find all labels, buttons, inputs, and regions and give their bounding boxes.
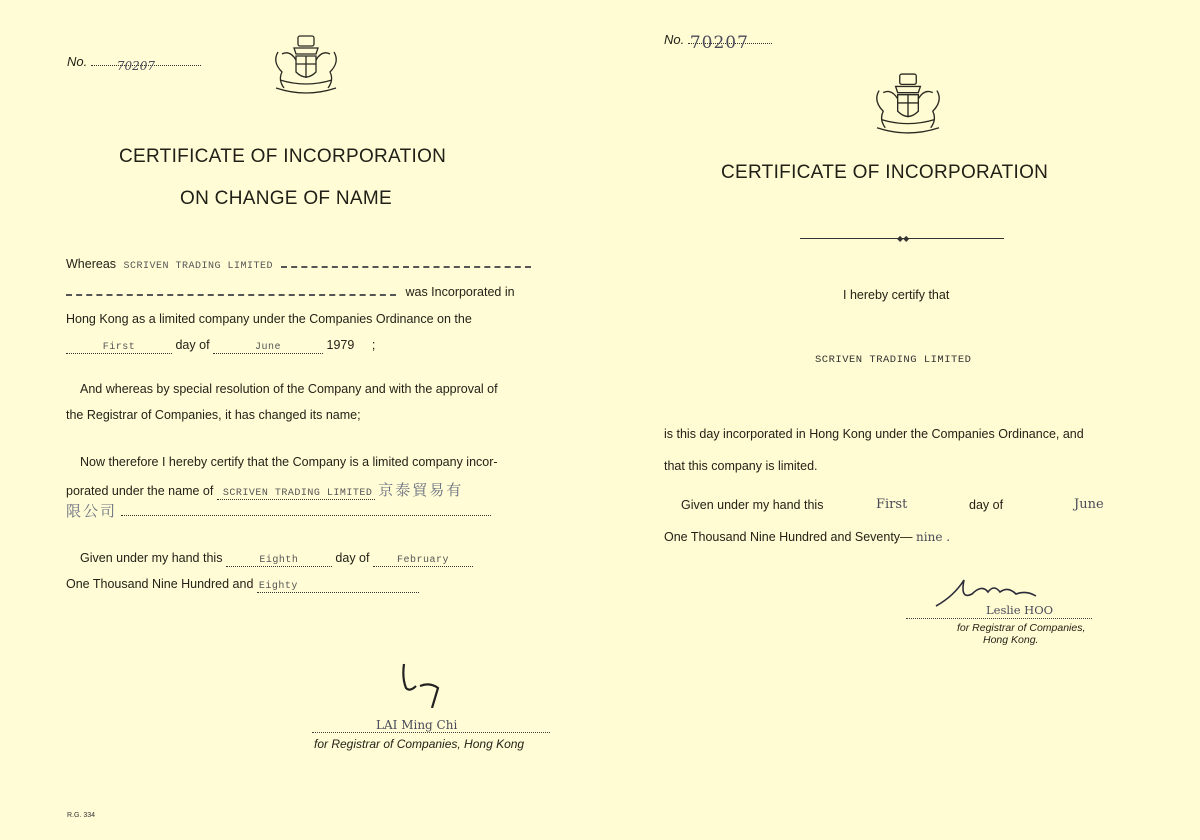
- company-name: SCRIVEN TRADING LIMITED: [815, 354, 972, 366]
- old-company-name: SCRIVEN TRADING LIMITED: [123, 261, 274, 272]
- resolution-paragraph-line2: the Registrar of Companies, it has changed its name;: [66, 408, 361, 422]
- given-line: [80, 551, 473, 567]
- certificate-of-incorporation: [600, 0, 1200, 840]
- given-month-value: June: [1074, 497, 1104, 512]
- coat-of-arms-icon: [268, 34, 344, 96]
- new-company-name-chinese-cont: 限公司: [66, 502, 118, 520]
- year-line: [664, 530, 950, 544]
- signature-line: [312, 732, 550, 733]
- hong-kong-line: Hong Kong as a limited company under the Companies Ordinance on the: [66, 312, 472, 326]
- coat-of-arms-icon: [868, 72, 948, 136]
- punctuation: ;: [371, 338, 376, 352]
- signatory-title: for Registrar of Companies,: [957, 622, 1086, 634]
- incorporated-line: is this day incorporated in Hong Kong under the Companies Ordinance, and: [664, 427, 1084, 441]
- new-name-line: [66, 479, 463, 500]
- certify-paragraph-line1: Now therefore I hereby certify that the Company is a limited company incor-: [80, 455, 498, 469]
- divider-ornament-icon: ◆◆: [897, 234, 910, 243]
- blank-line: [66, 294, 396, 296]
- year-value: 1979: [326, 338, 355, 352]
- limited-line: that this company is limited.: [664, 459, 818, 473]
- number-label: No.: [664, 32, 685, 47]
- certificate-number: [67, 54, 201, 73]
- given-year-label: One Thousand Nine Hundred and: [66, 577, 254, 591]
- number-label: No.: [67, 54, 88, 69]
- day-of-label: day of: [175, 338, 210, 352]
- given-day-of-label: day of: [335, 551, 370, 565]
- year-value: nine .: [916, 530, 951, 544]
- number-field: [91, 59, 201, 73]
- incorporated-text: was Incorporated in: [405, 285, 515, 299]
- given-month-value: February: [396, 555, 449, 566]
- new-name-line2: [66, 500, 491, 521]
- certificate-title: CERTIFICATE OF INCORPORATION: [119, 146, 447, 167]
- signatory-title: for Registrar of Companies, Hong Kong: [314, 737, 525, 751]
- new-company-name: SCRIVEN TRADING LIMITED: [222, 488, 373, 499]
- day-value: First: [102, 342, 136, 353]
- whereas-line: [66, 257, 531, 272]
- new-company-name-chinese: 京泰貿易有: [378, 481, 464, 499]
- certificate-number: [664, 32, 772, 53]
- given-day-of-label: day of: [969, 498, 1004, 512]
- certificate-subtitle: ON CHANGE OF NAME: [180, 188, 393, 209]
- given-label: Given under my hand this: [80, 551, 223, 565]
- given-day-value: First: [876, 497, 908, 512]
- signatory-name: LAI Ming Chi: [376, 718, 458, 732]
- number-field: [688, 33, 772, 53]
- handwritten-signature-icon: [396, 658, 446, 708]
- given-label: Given under my hand this: [681, 498, 824, 512]
- given-year-line: [66, 577, 419, 593]
- incorporation-date-line: [66, 338, 375, 354]
- resolution-paragraph-line1: And whereas by special resolution of the Company and with the approval of: [80, 382, 498, 396]
- under-name-label: porated under the name of: [66, 484, 214, 498]
- blank-line: [281, 266, 531, 268]
- blank-line: [121, 515, 491, 516]
- certify-text: I hereby certify that: [843, 288, 950, 302]
- given-day-value: Eighth: [259, 555, 299, 566]
- signature-line: [906, 618, 1092, 619]
- whereas-label: Whereas: [66, 257, 117, 271]
- number-value: 70207: [116, 59, 156, 73]
- year-label: One Thousand Nine Hundred and Seventy—: [664, 530, 913, 544]
- month-value: June: [255, 342, 282, 353]
- number-value: 70207: [689, 33, 749, 53]
- form-code: R.G. 334: [67, 812, 96, 819]
- signatory-location: Hong Kong.: [983, 634, 1039, 646]
- certificate-title: CERTIFICATE OF INCORPORATION: [721, 162, 1049, 183]
- given-year-value: Eighty: [258, 581, 298, 592]
- signatory-name: Leslie HOO: [986, 603, 1054, 617]
- incorporated-line: [66, 285, 515, 299]
